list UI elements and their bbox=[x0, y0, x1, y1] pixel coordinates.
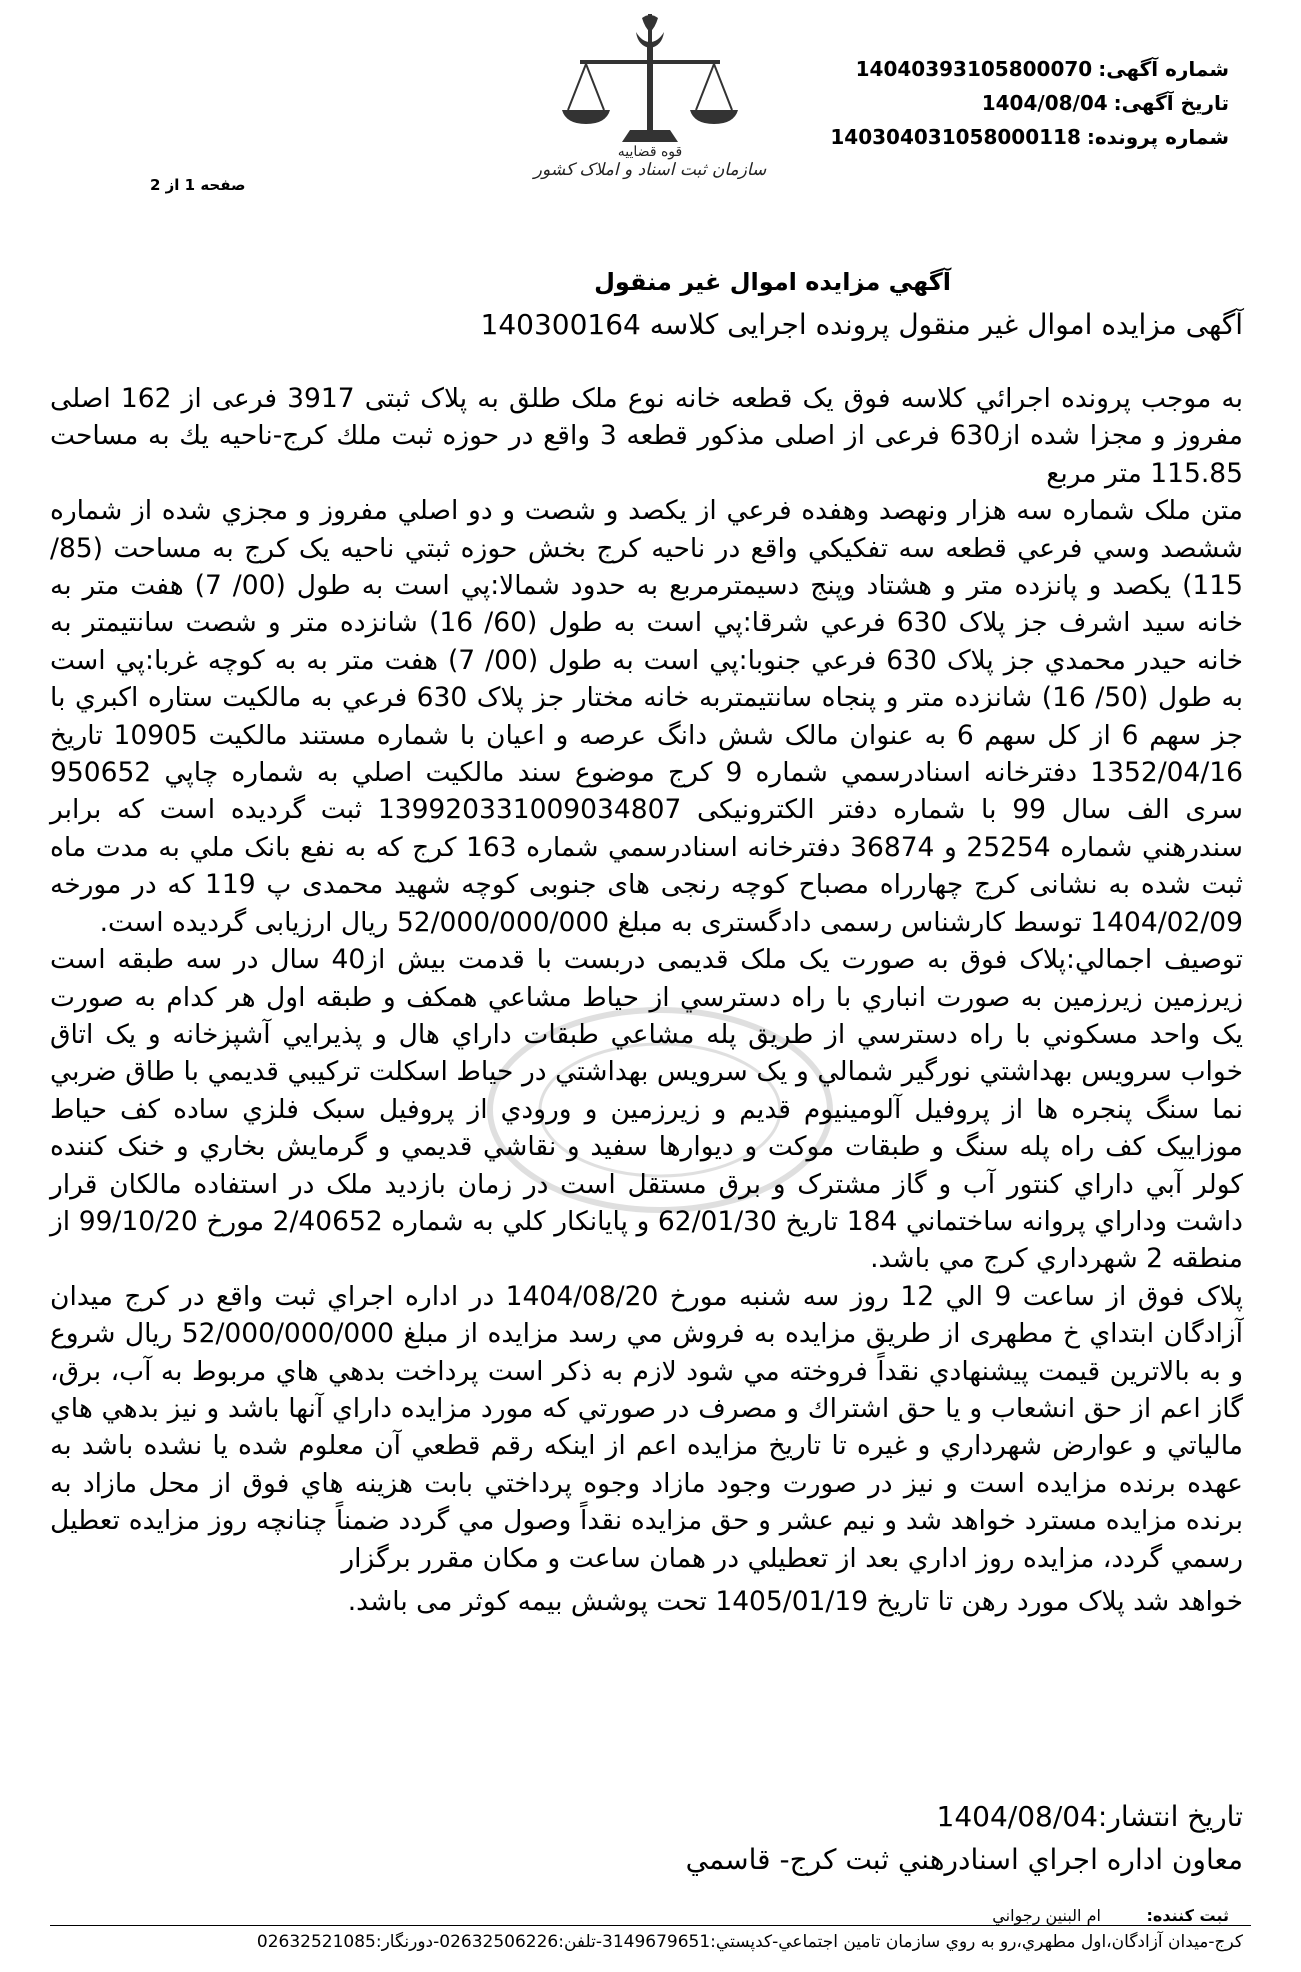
ad-number-row bbox=[830, 52, 1229, 86]
file-number: 14030403105800011​8 bbox=[830, 125, 1081, 149]
notice-title: آگهي مزايده اموال غير منقول bbox=[594, 268, 951, 296]
signing-officer: معاون اداره اجراي اسنادرهني ثبت كرج- قاسمي bbox=[685, 1843, 1243, 1876]
file-number-row bbox=[830, 120, 1229, 154]
notice-body bbox=[50, 380, 1243, 1620]
paragraph-deed: متن ملک شماره سه هزار ونهصد وهفده فرعي از يكصد و شصت و دو اصلي مفروز و مجزي شده از شماره ششصد وسي فرعي قطعه سه تفكيكي واقع در ناحيه كرج بخش حوزه ثبتي ناحيه یک كرج به مساحت (85/ 115) يكصد و پانزده متر و هشتاد وپنج دسيمترمربع به حدود شمالا:پي است به طول (00/ 7) هفت متر به خانه سيد اشرف جز پلاک 630 فرعي شرقا:پي است به طول (60/ 16) شانزده متر و شصت سانتيمتر به خانه حيدر محمدي جز پلاک 630 فرعي جنوبا:پي است به طول (00/ 7) هفت متر به به كوچه غربا:پي است به طول (50/ 16) شانزده متر و پنجاه سانتيمتربه خانه مختار جز پلاک 630 فرعي به مالكيت ستاره اكبري با جز سهم 6 از کل سهم 6 به عنوان مالک شش دانگ عرصه و اعيان با شماره مستند مالكيت 10905 تاريخ 1352/04/16 دفترخانه اسنادرسمي شماره 9 كرج موضوع سند مالكيت اصلي به شماره چاپي 950652 سری الف سال 99 با شماره دفتر الكترونيكی 139920331009034807 ثبت گرديده است كه برابر سندرهني شماره 25254 و 36874 دفترخانه اسنادرسمي شماره 163 كرج كه به نفع بانک ملي به مدت ماه ثبت شده به نشانی كرج چهارراه مصباح كوچه رنجی های جنوبی كوچه شهيد محمدی پ 119 كه در مورخه 1404/02/09 توسط كارشناس رسمی دادگستری به مبلغ 52/000/000/000 ريال ارزيابی گرديده است. bbox=[50, 495, 1244, 938]
registrar-label: ثبت كننده: bbox=[1146, 1906, 1229, 1925]
notice-subtitle: آگهی مزایده اموال غیر منقول پرونده اجرایی کلاسه 140300164 bbox=[480, 308, 1243, 341]
page-number: صفحه 1 از 2 bbox=[150, 176, 246, 194]
registrar-name: ام البنين رجواني bbox=[992, 1906, 1101, 1925]
registrar bbox=[992, 1906, 1229, 1925]
paragraph-insurance: خواهد شد پلاک مورد رهن تا تاریخ 1405/01/19 تحت پوشش بیمه کوثر می باشد. bbox=[347, 1586, 1243, 1617]
judiciary-emblem bbox=[520, 10, 780, 220]
ad-date: 1404/08/04 bbox=[981, 91, 1108, 115]
ad-number: 14040393105800070 bbox=[855, 57, 1093, 81]
publication-date-label: تاريخ انتشار: bbox=[1097, 1800, 1243, 1833]
organization-name: سازمان ثبت اسناد و املاک کشور bbox=[533, 160, 767, 180]
scales-of-justice-icon bbox=[520, 10, 780, 160]
footer-address: كرج-ميدان آزادگان،اول مطهري،رو به روي سازمان تامين اجتماعي-كدپستي:3149679651-تلفن:02632506226-دورنگار:02632521085 bbox=[256, 1932, 1243, 1952]
emblem-caption: قوه قضاییه bbox=[617, 144, 683, 160]
notice-meta bbox=[830, 52, 1229, 154]
paragraph-description: توصيف اجمالي:پلاک فوق به صورت یک ملک قدیمی دربست با قدمت بیش از40 سال در سه طبقه است زيرزمين زيرزمين به صورت انباري با راه دسترسي از حياط مشاعي همكف و طبقه اول هر كدام به صورت يک واحد مسكوني با راه دسترسي از طريق پله مشاعي طبقات داراي هال و پذيرايي آشپزخانه و يک اتاق خواب سرويس بهداشتي نورگير شمالي و يک سرويس بهداشتي در حياط اسكلت تركيبي قديمي با طاق ضربي نما سنگ پنجره ها از پروفيل آلومينيوم قديم و زيرزمين و ورودي از پروفيل سبک فلزي ساده كف حياط موزاييک كف راه پله سنگ و طبقات موكت و ديوارها سفيد و نقاشي قديمي و گرمايش بخاري و خنک كننده كولر آبي داراي كنتور آب و گاز مشترک و برق مستقل است در زمان بازديد ملک در استفاده مالكان قرار داشت وداراي پروانه ساختماني 184 تاريخ 62/01/30 و پايانكار كلي به شماره 2/40652 مورخ 99/10/20 از منطقه 2 شهرداري كرج مي باشد. bbox=[50, 944, 1243, 1275]
publication-date bbox=[937, 1800, 1244, 1833]
paragraph-property: به موجب پرونده اجرائي كلاسه فوق يک قطعه خانه نوع ملک طلق به پلاک ثبتی 3917 فرعی از 162 اصلی مفروز و مجزا شده از630 فرعی از اصلی مذکور قطعه 3 واقع در حوزه ثبت ملك كرج-ناحيه يك به مساحت 115.85 متر مربع bbox=[50, 383, 1244, 489]
footer-divider bbox=[50, 1925, 1251, 1926]
publication-date-value: 1404/08/04 bbox=[936, 1800, 1098, 1833]
ad-number-label: شماره آگهی: bbox=[1098, 57, 1229, 81]
file-number-label: شماره پرونده: bbox=[1086, 125, 1229, 149]
paragraph-auction-terms: پلاک فوق از ساعت 9 الي 12 روز سه شنبه مورخ 1404/08/20 در اداره اجراي ثبت واقع در كرج ميدان آزادگان ابتداي خ مطهری از طريق مزايده به فروش مي رسد مزايده از مبلغ 52/000/000/000 ريال شروع و به بالاترين قيمت پيشنهادي نقداً فروخته مي شود لازم به ذكر است پرداخت بدهي هاي مربوط به آب، برق، گاز اعم از حق انشعاب و يا حق اشتراك و مصرف در صورتي كه مورد مزايده داراي آنها باشد و نيز بدهي هاي مالياتي و عوارض شهرداري و غيره تا تاريخ مزايده اعم از اينكه رقم قطعي آن معلوم شده يا نشده باشد به عهده برنده مزايده است و نيز در صورت وجود مازاد وجوه پرداختي بابت هزينه هاي فوق از محل مازاد به برنده مزايده مسترد خواهد شد و نيم عشر و حق مزايده نقداً وصول مي گردد ضمناً چنانچه روز مزايده تعطيل رسمي گردد، مزايده روز اداري بعد از تعطيلي در همان ساعت و مكان مقرر برگزار bbox=[50, 1280, 1243, 1574]
ad-date-label: تاریخ آگهی: bbox=[1113, 91, 1229, 115]
ad-date-row bbox=[830, 86, 1229, 120]
